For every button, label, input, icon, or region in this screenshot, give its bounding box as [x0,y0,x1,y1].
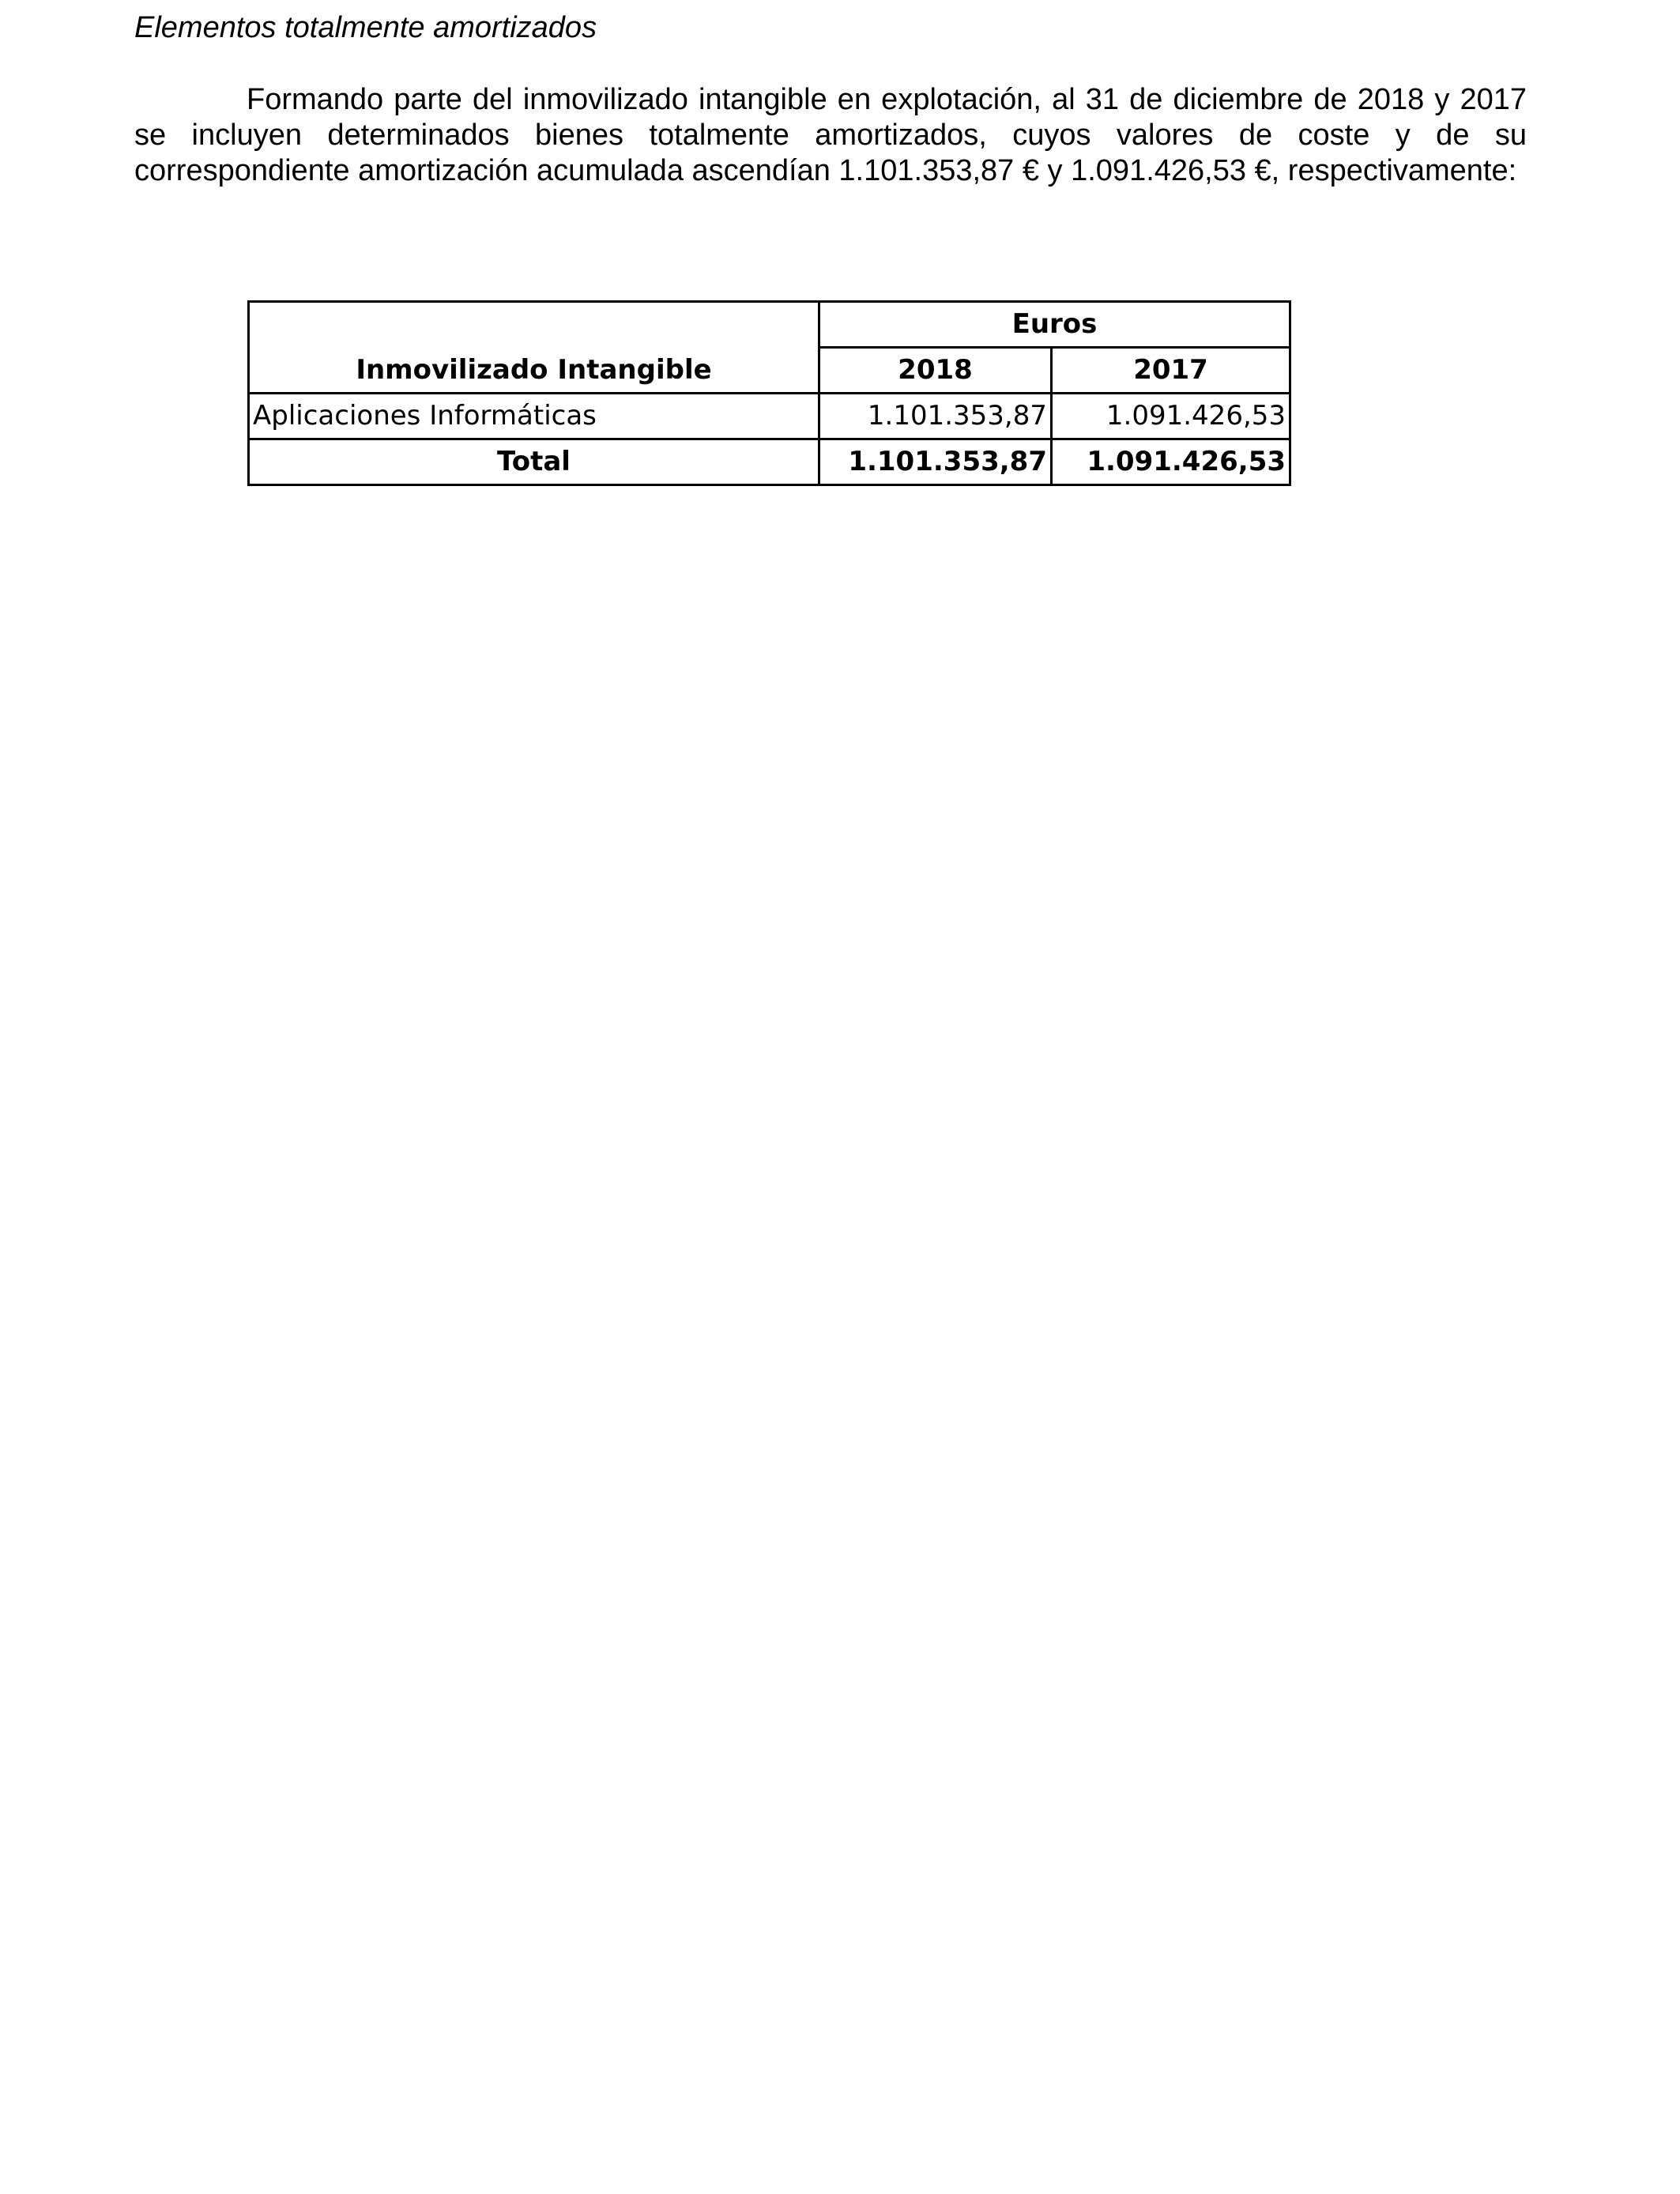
table-row [249,394,1290,439]
total-value-2018: 1.101.353,87 [819,439,1052,485]
body-paragraph: Formando parte del inmovilizado intangible en explotación, al 31 de diciembre de 2018 y 2017 se incluyen determinados bienes totalmente amortizados, cuyos valores de coste y de su correspondiente amortización acumulada ascendían 1.101.353,87 € y 1.091.426,53 €, respectivamente: [134,83,1527,187]
row-header: Inmovilizado Intangible [249,348,819,394]
year-header-2017: 2017 [1052,348,1290,394]
table-header-row-1 [249,302,1290,348]
currency-header: Euros [819,302,1290,348]
row-value-2017: 1.091.426,53 [1052,394,1290,439]
year-header-2018: 2018 [819,348,1052,394]
total-label: Total [249,439,819,485]
row-label: Aplicaciones Informáticas [249,394,819,439]
header-blank-cell [249,302,819,348]
total-row [249,439,1290,485]
table-header-row-2 [249,348,1290,394]
row-value-2018: 1.101.353,87 [819,394,1052,439]
section-heading: Elementos totalmente amortizados [134,11,597,44]
intangible-assets-table [247,300,1291,486]
total-value-2017: 1.091.426,53 [1052,439,1290,485]
